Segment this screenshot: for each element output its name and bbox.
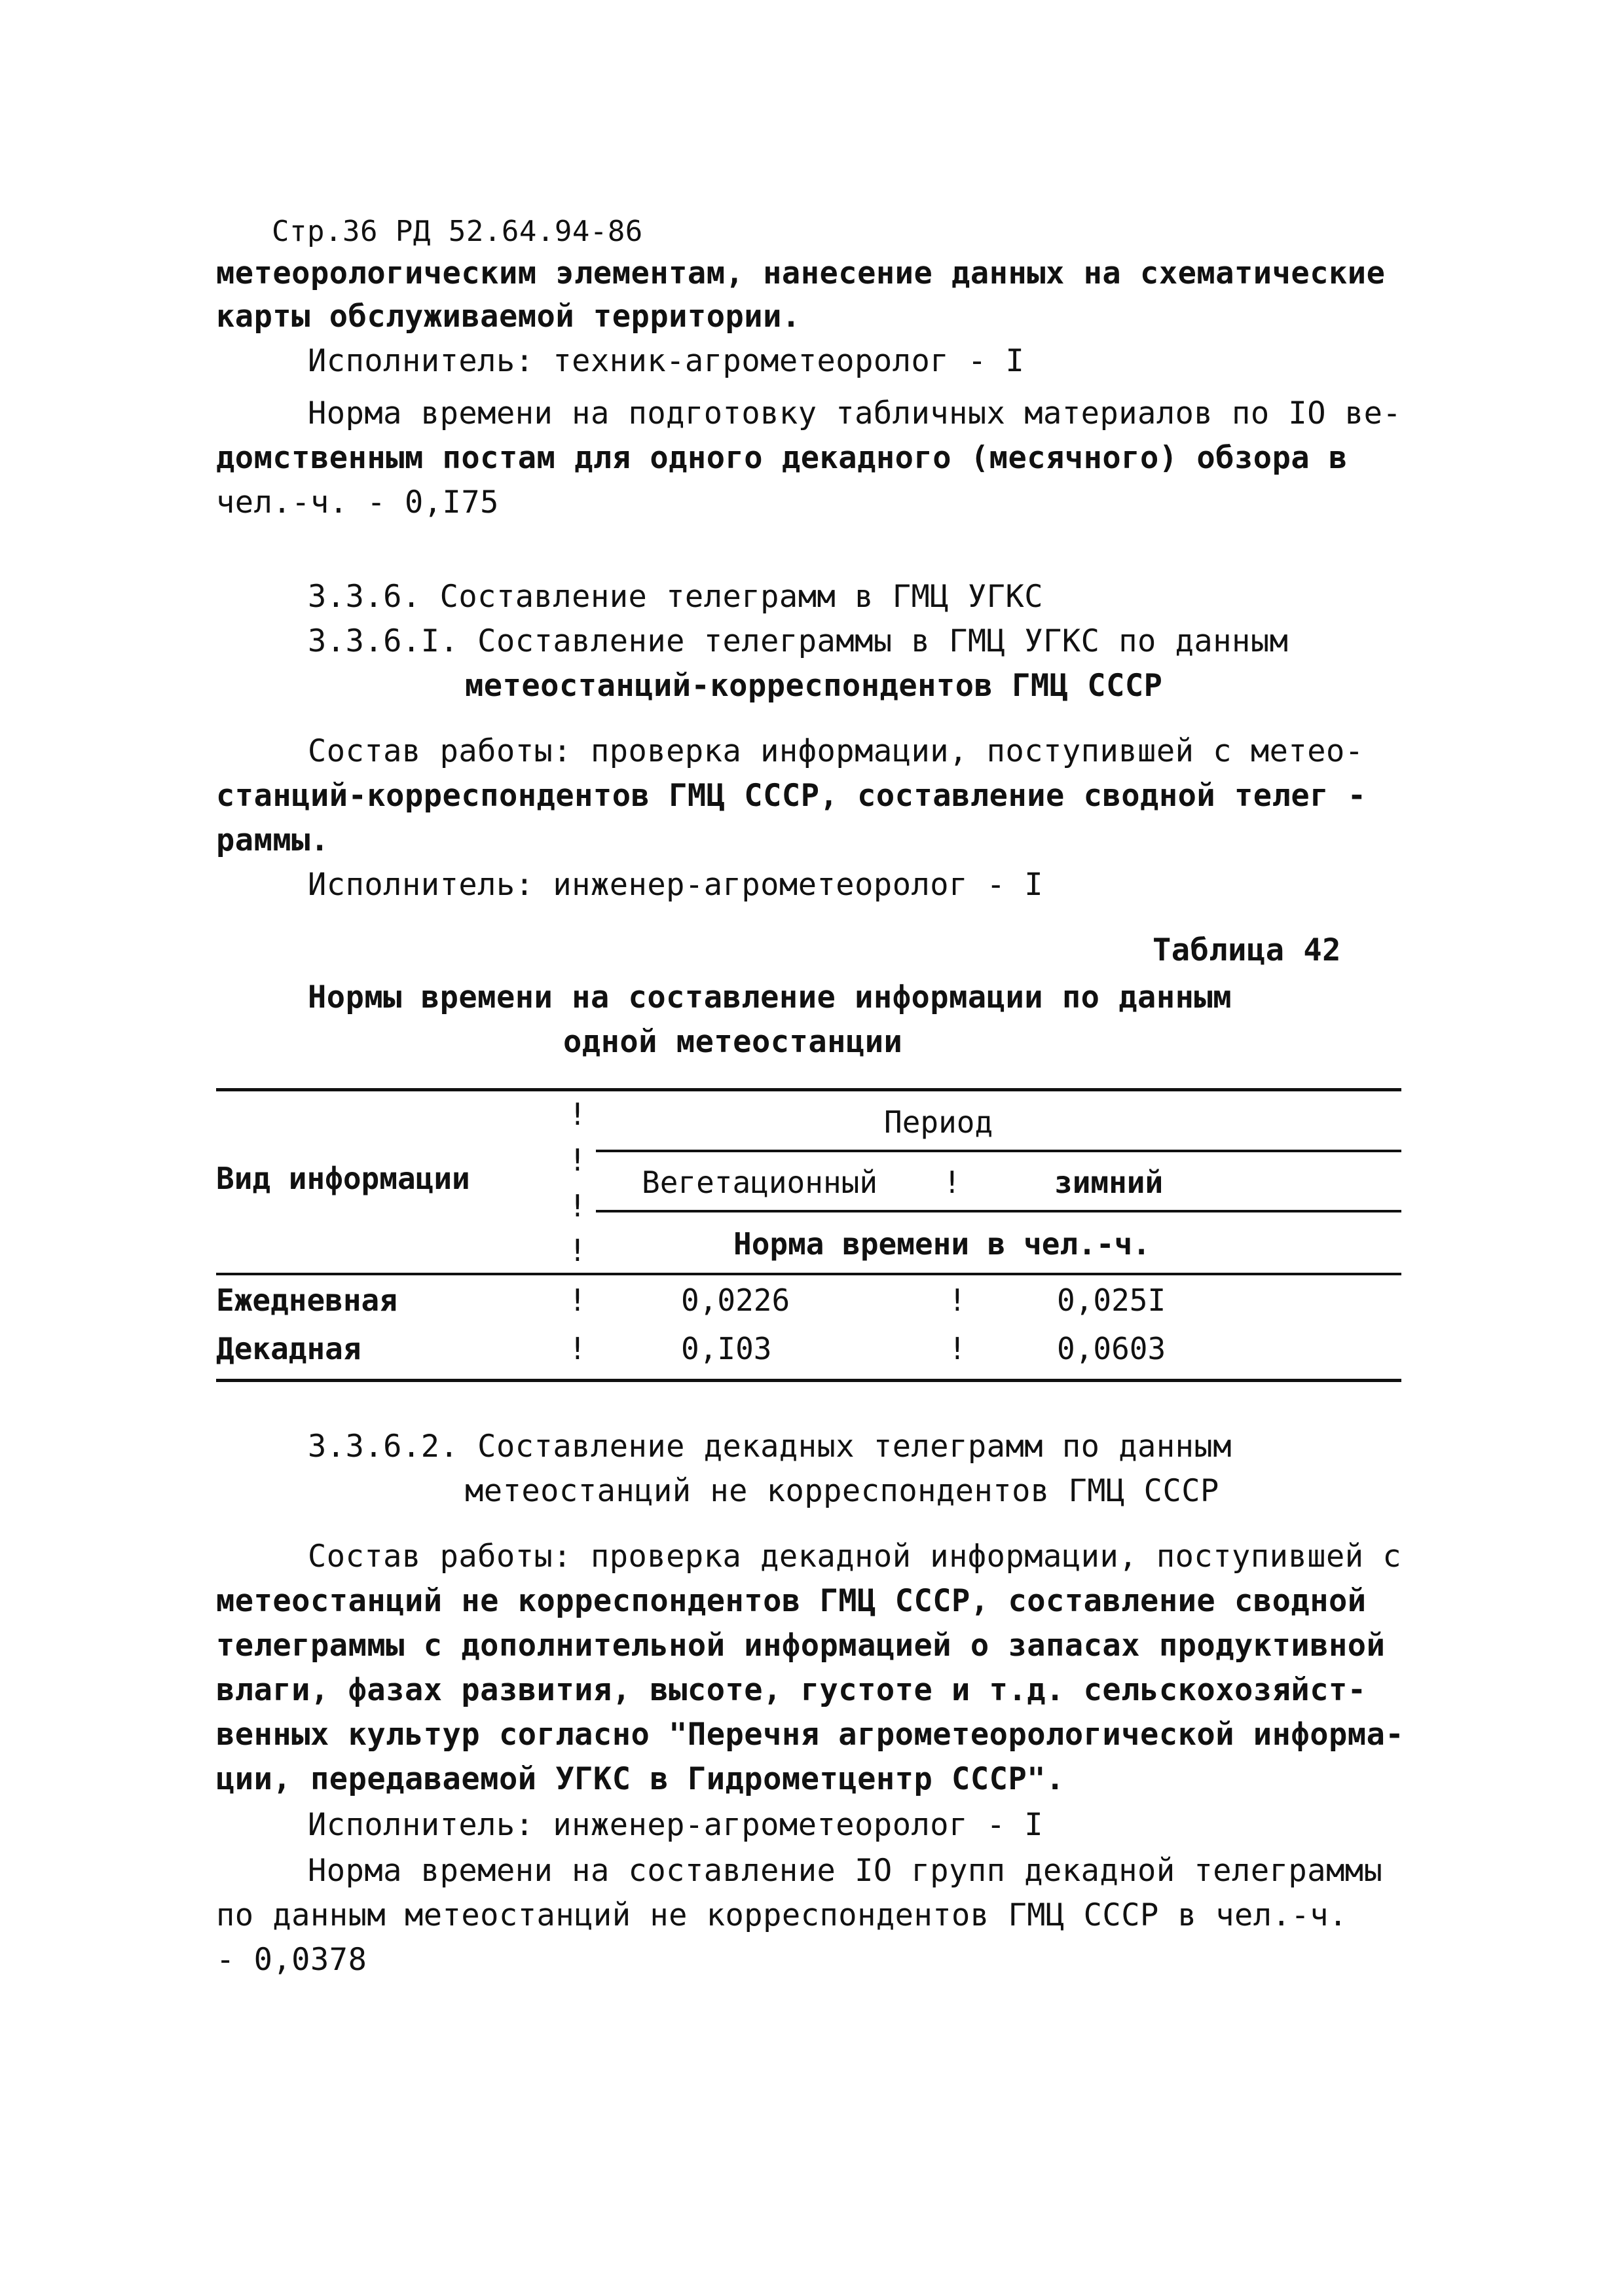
section-3-3-6-1-title-2: метеостанций-корреспондентов ГМЦ СССР [465,668,1163,704]
period-rule [596,1150,1401,1152]
section-3-3-6-1-executor: Исполнитель: инженер-агрометеоролог - I [308,867,1044,903]
sep: ! [568,1283,587,1318]
sep: ! [568,1233,587,1268]
sep: ! [948,1283,967,1318]
header-bottom-rule [216,1273,1401,1275]
section-3-3-6-2-executor: Исполнитель: инженер-агрометеоролог - I [308,1807,1044,1843]
section-3-3-6-2-norm-1: Норма времени на составление IO групп декадной телеграммы [308,1853,1383,1889]
header-period: Период [884,1104,993,1140]
sep: ! [568,1097,587,1132]
intro-line-2: карты обслуживаемой территории. [216,299,801,335]
section-3-3-6-2-title-2: метеостанций не корреспондентов ГМЦ СССР [465,1473,1219,1509]
row-2-name: Декадная [216,1331,361,1366]
intro-executor: Исполнитель: техник-агрометеоролог - I [308,343,1025,379]
sep: ! [568,1188,587,1224]
header-norm: Норма времени в чел.-ч. [733,1226,1151,1262]
section-3-3-6-2-work-4: влаги, фазах развития, высоте, густоте и т.д. сельскохозяйст- [216,1672,1367,1708]
table-caption-1: Нормы времени на составление информации по данным [308,979,1232,1015]
header-info: Вид информации [216,1161,470,1196]
sep: ! [568,1331,587,1366]
row-1-name: Ежедневная [216,1283,397,1318]
section-3-3-6-2-norm-3: - 0,0378 [216,1942,367,1978]
table-bottom-rule [216,1379,1401,1382]
intro-line-1: метеорологическим элементам, нанесение данных на схематические [216,255,1386,291]
section-3-3-6-title: 3.3.6. Составление телеграмм в ГМЦ УГКС [308,579,1044,615]
intro-norm-line-2: домственным постам для одного декадного (месячного) обзора в [216,440,1348,476]
header-veg: Вегетационный [642,1165,878,1200]
sep: ! [948,1331,967,1366]
section-3-3-6-1-title-1: 3.3.6.I. Составление телеграммы в ГМЦ УГКС по данным [308,623,1289,659]
sep: ! [568,1142,587,1178]
section-3-3-6-2-work-1: Состав работы: проверка декадной информации, поступившей с [308,1539,1402,1575]
sep: ! [943,1165,961,1200]
section-3-3-6-1-work-2: станций-корреспондентов ГМЦ СССР, составление сводной телег - [216,778,1367,814]
section-3-3-6-2-work-3: телеграммы с дополнительной информацией о запасах продуктивной [216,1628,1386,1664]
season-rule [596,1210,1401,1212]
page-header: Стр.36 РД 52.64.94-86 [272,215,643,248]
header-winter: зимний [1054,1165,1164,1200]
intro-norm-line-3: чел.-ч. - 0,I75 [216,484,499,520]
section-3-3-6-1-work-1: Состав работы: проверка информации, поступившей с метео- [308,733,1364,769]
section-3-3-6-2-norm-2: по данным метеостанций не корреспондентов ГМЦ СССР в чел.-ч. [216,1897,1348,1933]
section-3-3-6-1-work-3: раммы. [216,822,329,858]
row-1-veg: 0,0226 [681,1283,790,1318]
table-top-rule [216,1088,1401,1091]
section-3-3-6-2-work-5: венных культур согласно "Перечня агрометеорологической информа- [216,1717,1405,1753]
section-3-3-6-2-work-6: ции, передаваемой УГКС в Гидрометцентр СССР". [216,1761,1065,1797]
table-label: Таблица 42 [1153,932,1341,968]
row-2-winter: 0,0603 [1057,1331,1166,1366]
section-3-3-6-2-title-1: 3.3.6.2. Составление декадных телеграмм по данным [308,1429,1232,1465]
intro-norm-line-1: Норма времени на подготовку табличных материалов по IO ве- [308,395,1402,431]
section-3-3-6-2-work-2: метеостанций не корреспондентов ГМЦ СССР, составление сводной [216,1583,1367,1619]
row-1-winter: 0,025I [1057,1283,1166,1318]
table-caption-2: одной метеостанции [563,1024,903,1060]
row-2-veg: 0,I03 [681,1331,772,1366]
